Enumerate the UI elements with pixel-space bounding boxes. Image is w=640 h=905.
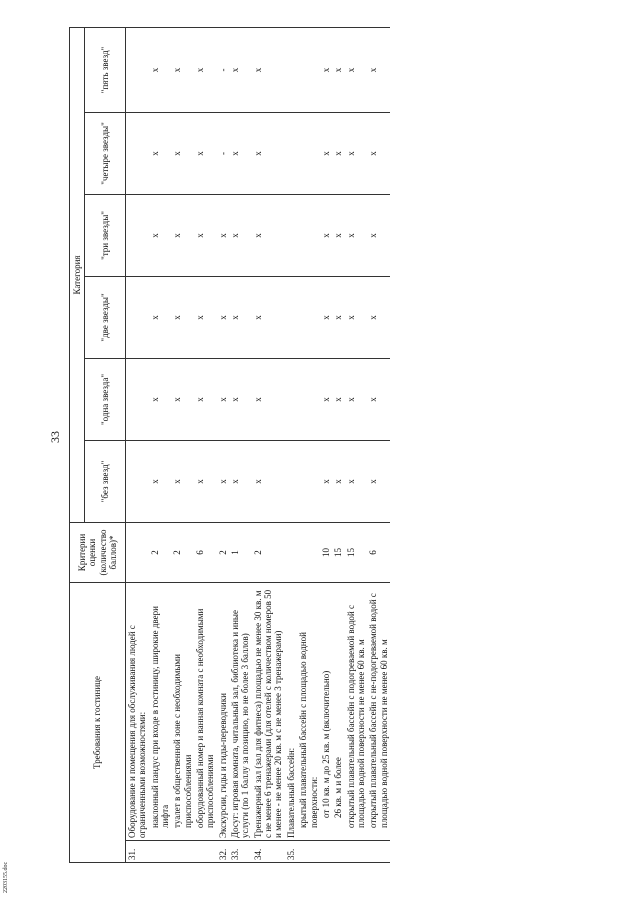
category-mark: x [149,358,172,440]
criteria-points: 2 [252,522,285,582]
category-mark [126,112,149,194]
row-number [320,841,332,863]
table-row [217,27,229,862]
category-mark: x [194,27,217,112]
category-mark: x [345,27,368,112]
row-number [332,841,344,863]
category-mark: x [171,112,194,194]
category-mark: x [367,358,390,440]
requirement-text: Экскурсии, гиды и гиды-переводчики [217,582,229,840]
category-mark [297,440,320,522]
category-mark: x [320,194,332,276]
category-mark: x [149,440,172,522]
category-mark: x [332,27,344,112]
row-number [367,841,390,863]
category-mark: x [345,112,368,194]
category-mark: x [320,440,332,522]
requirement-text: открытый плавательный бассейн с не-подогреваемой водой с площадью водной поверхности не менее 60 кв. м [367,582,390,840]
header-star-5: "пять звезд" [85,27,126,112]
category-mark: x [149,276,172,358]
row-number: 33. [229,841,252,863]
requirement-text: 26 кв. м и более [332,582,344,840]
category-mark: x [252,112,285,194]
criteria-points: 1 [229,522,252,582]
row-number: 31. [126,841,149,863]
requirement-text: от 10 кв. м до 25 кв. м (включительно) [320,582,332,840]
category-mark: x [367,440,390,522]
criteria-points [297,522,320,582]
category-mark: x [367,112,390,194]
category-mark: x [332,358,344,440]
category-mark: x [320,276,332,358]
category-mark: x [229,27,252,112]
requirement-text: Плавательный бассейн: [285,582,297,840]
criteria-points [285,522,297,582]
category-mark [297,112,320,194]
category-mark: x [229,440,252,522]
table-row [297,27,320,862]
category-mark [285,440,297,522]
header-star-4: "четыре звезды" [85,112,126,194]
category-mark [285,276,297,358]
category-mark [285,27,297,112]
row-number [345,841,368,863]
header-criteria: Критерии оценки (количество баллов)* [70,522,126,582]
header-star-3: "три звезды" [85,194,126,276]
category-mark: x [252,276,285,358]
category-mark [297,194,320,276]
row-number: 34. [252,841,285,863]
category-mark: x [229,112,252,194]
criteria-points: 6 [194,522,217,582]
row-number [194,841,217,863]
category-mark [285,358,297,440]
category-mark: x [217,194,229,276]
header-star-2: "две звезды" [85,276,126,358]
category-mark [126,27,149,112]
category-mark: x [252,358,285,440]
category-mark: x [229,276,252,358]
category-mark [285,194,297,276]
requirement-text: наклонный пандус при входе в гостиницу, широкие двери лифта [149,582,172,840]
category-mark: x [194,112,217,194]
category-mark: x [194,358,217,440]
table-body [126,27,390,862]
criteria-points: 2 [149,522,172,582]
criteria-points: 15 [345,522,368,582]
table-row [171,27,194,862]
table-row [194,27,217,862]
category-mark: x [332,112,344,194]
table-row [149,27,172,862]
category-mark: x [332,440,344,522]
row-number [149,841,172,863]
category-mark [126,276,149,358]
hotel-requirements-table [69,27,390,863]
category-mark: x [345,194,368,276]
category-mark: x [367,194,390,276]
category-mark: x [345,276,368,358]
requirements-table-sheet [69,28,566,863]
table-row [367,27,390,862]
category-mark: x [229,194,252,276]
category-mark: - [217,112,229,194]
category-mark: x [217,440,229,522]
category-mark: x [194,276,217,358]
criteria-points: 6 [367,522,390,582]
category-mark: x [171,27,194,112]
category-mark: x [229,358,252,440]
requirement-text: оборудованный номер и ванная комната с необходимыми приспособлениями [194,582,217,840]
category-mark: x [217,276,229,358]
table-row [320,27,332,862]
header-requirement: Требования к гостинице [70,582,126,862]
category-mark [297,358,320,440]
criteria-points: 2 [171,522,194,582]
table-row [252,27,285,862]
category-mark [126,358,149,440]
category-mark: x [194,194,217,276]
category-mark: x [345,358,368,440]
criteria-points: 2 [217,522,229,582]
requirement-text: Тренажерный зал (зал для фитнеса) площадью не менее 30 кв. м с не менее 6 тренажерами (для отелей с количеством номеров 50 и менее - не менее 20 кв. м с не менее 3 тренажерами) [252,582,285,840]
category-mark: x [194,440,217,522]
row-number [171,841,194,863]
category-mark [126,440,149,522]
row-number: 35. [285,841,297,863]
category-mark [297,27,320,112]
category-mark [285,112,297,194]
category-mark: x [149,194,172,276]
row-number [297,841,320,863]
category-mark: x [171,358,194,440]
requirement-text: крытый плавательный бассейн с площадью водной поверхности: [297,582,320,840]
table-row [345,27,368,862]
category-mark: - [217,27,229,112]
table-row [126,27,149,862]
table-row [285,27,297,862]
category-mark: x [171,276,194,358]
category-mark: x [367,27,390,112]
category-mark: x [320,112,332,194]
row-number: 32. [217,841,229,863]
criteria-points: 15 [332,522,344,582]
category-mark: x [252,27,285,112]
criteria-points [126,522,149,582]
table-row [229,27,252,862]
category-mark [126,194,149,276]
category-mark: x [320,27,332,112]
category-mark: x [332,194,344,276]
header-star-0: "без звезд" [85,440,126,522]
category-mark: x [367,276,390,358]
table-row [332,27,344,862]
header-category: Категория [70,27,85,522]
requirement-text: Оборудование и помещения для обслуживания людей с ограниченными возможностями: [126,582,149,840]
category-mark: x [149,27,172,112]
category-mark: x [252,440,285,522]
requirement-text: туалет в общественной зоне с необходимыми приспособлениями [171,582,194,840]
category-mark: x [149,112,172,194]
category-mark: x [171,440,194,522]
category-mark: x [332,276,344,358]
requirement-text: Досуг: игровая комната, читальный зал, библиотека и иные услуги (по 1 баллу за позицию, но не более 3 баллов) [229,582,252,840]
category-mark [297,276,320,358]
category-mark: x [171,194,194,276]
category-mark: x [217,358,229,440]
category-mark: x [320,358,332,440]
requirement-text: открытый плавательный бассейн с подогреваемой водой с площадью водной поверхности не менее 60 кв. м [345,582,368,840]
header-star-1: "одна звезда" [85,358,126,440]
footer-filename: 2203155.doc [3,861,9,893]
category-mark: x [345,440,368,522]
page-number: 33 [48,431,62,443]
criteria-points: 10 [320,522,332,582]
category-mark: x [252,194,285,276]
